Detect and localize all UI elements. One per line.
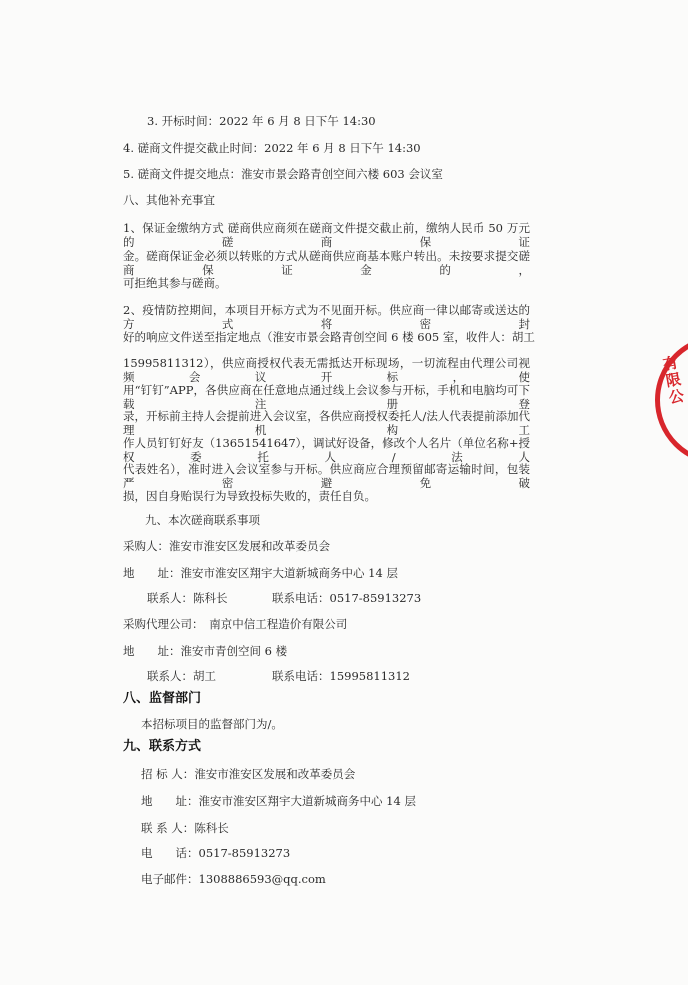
contact-row-phone: [141, 846, 290, 860]
label: 地 址：: [123, 644, 181, 658]
value: 淮安市淮安区发展和改革委员会: [194, 767, 356, 781]
purchaser: 采购人：淮安市淮安区发展和改革委员会: [123, 539, 330, 553]
agent-phone: 联系电话：15995811312: [272, 669, 410, 683]
epidemic-line: 作人员钉钉好友（13651541647），调试好设备，修改个人名片（单位名称+授权委托人/法人: [123, 436, 530, 464]
value: 淮安市青创空间 6 楼: [180, 644, 288, 658]
label: 地 址：: [141, 794, 199, 808]
value: 陈科长: [194, 821, 229, 835]
value: 淮安市淮安区翔宇大道新城商务中心 14 层: [198, 794, 416, 808]
label: 电 话：: [141, 846, 199, 860]
opening-time: 3. 开标时间：2022 年 6 月 8 日下午 14:30: [147, 114, 376, 128]
epidemic-line: 录，开标前主持人会提前进入会议室，各供应商授权委托人/法人代表提前添加代理机构工: [123, 409, 530, 437]
epidemic-line: 好的响应文件送至指定地点（淮安市景会路青创空间 6 楼 605 室，收件人：胡工: [123, 330, 535, 344]
agent-contact: 联系人：胡工: [147, 669, 216, 683]
supervision-heading: 八、监督部门: [123, 691, 202, 706]
purchaser-contact: 联系人：陈科长: [147, 591, 228, 605]
submission-location: 5. 磋商文件提交地点：淮安市景会路青创空间六楼 603 会议室: [123, 167, 443, 181]
value: 0517-85913273: [198, 846, 291, 860]
label: 招 标 人：: [141, 767, 195, 781]
epidemic-line: 15995811312），供应商授权代表无需抵达开标现场，一切流程由代理公司视频会议开标，使: [123, 356, 530, 384]
epidemic-line: 损，因自身贻误行为导致投标失败的，责任自负。: [123, 489, 376, 503]
agent: 采购代理公司： 南京中信工程造价有限公司: [123, 617, 348, 631]
contact-row-bidder: [141, 767, 355, 781]
deposit-line: 可拒绝其参与磋商。: [123, 276, 227, 290]
label: 地 址：: [123, 566, 181, 580]
deposit-line: 金。磋商保证金必须以转账的方式从磋商供应商基本账户转出。未按要求提交磋商保证金的，: [123, 249, 530, 277]
value: 淮安市淮安区翔宇大道新城商务中心 14 层: [180, 566, 398, 580]
contact-info-heading: 九、联系方式: [123, 739, 202, 754]
agent-address: [123, 644, 287, 658]
submission-deadline: 4. 磋商文件提交截止时间：2022 年 6 月 8 日下午 14:30: [123, 141, 421, 155]
epidemic-line: 2、疫情防控期间，本项目开标方式为不见面开标。供应商一律以邮寄或送达的方式将密封: [123, 303, 530, 331]
supervision-text: 本招标项目的监督部门为/。: [141, 717, 283, 731]
label: 联 系 人：: [141, 821, 195, 835]
label: 电子邮件：: [141, 872, 199, 886]
epidemic-line: 代表姓名），准时进入会议室参与开标。供应商应合理预留邮寄运输时间，包装严密避免破: [123, 462, 530, 490]
seal-text: 有限公: [659, 353, 687, 408]
epidemic-line: 用“钉钉”APP，各供应商在任意地点通过线上会议参与开标，手机和电脑均可下载注册登: [123, 383, 530, 411]
deposit-line: 1、保证金缴纳方式 磋商供应商须在磋商文件提交截止前，缴纳人民币 50 万元的磋商保证: [123, 221, 530, 249]
contact-row-address: [141, 794, 416, 808]
contact-row-person: [141, 821, 229, 835]
contacts-heading: 九、本次磋商联系事项: [145, 513, 260, 527]
purchaser-phone: 联系电话：0517-85913273: [272, 591, 422, 605]
contact-row-email: [141, 872, 326, 886]
supplement-heading: 八、其他补充事宜: [123, 193, 215, 207]
purchaser-address: [123, 566, 398, 580]
value: 1308886593@qq.com: [198, 872, 326, 886]
